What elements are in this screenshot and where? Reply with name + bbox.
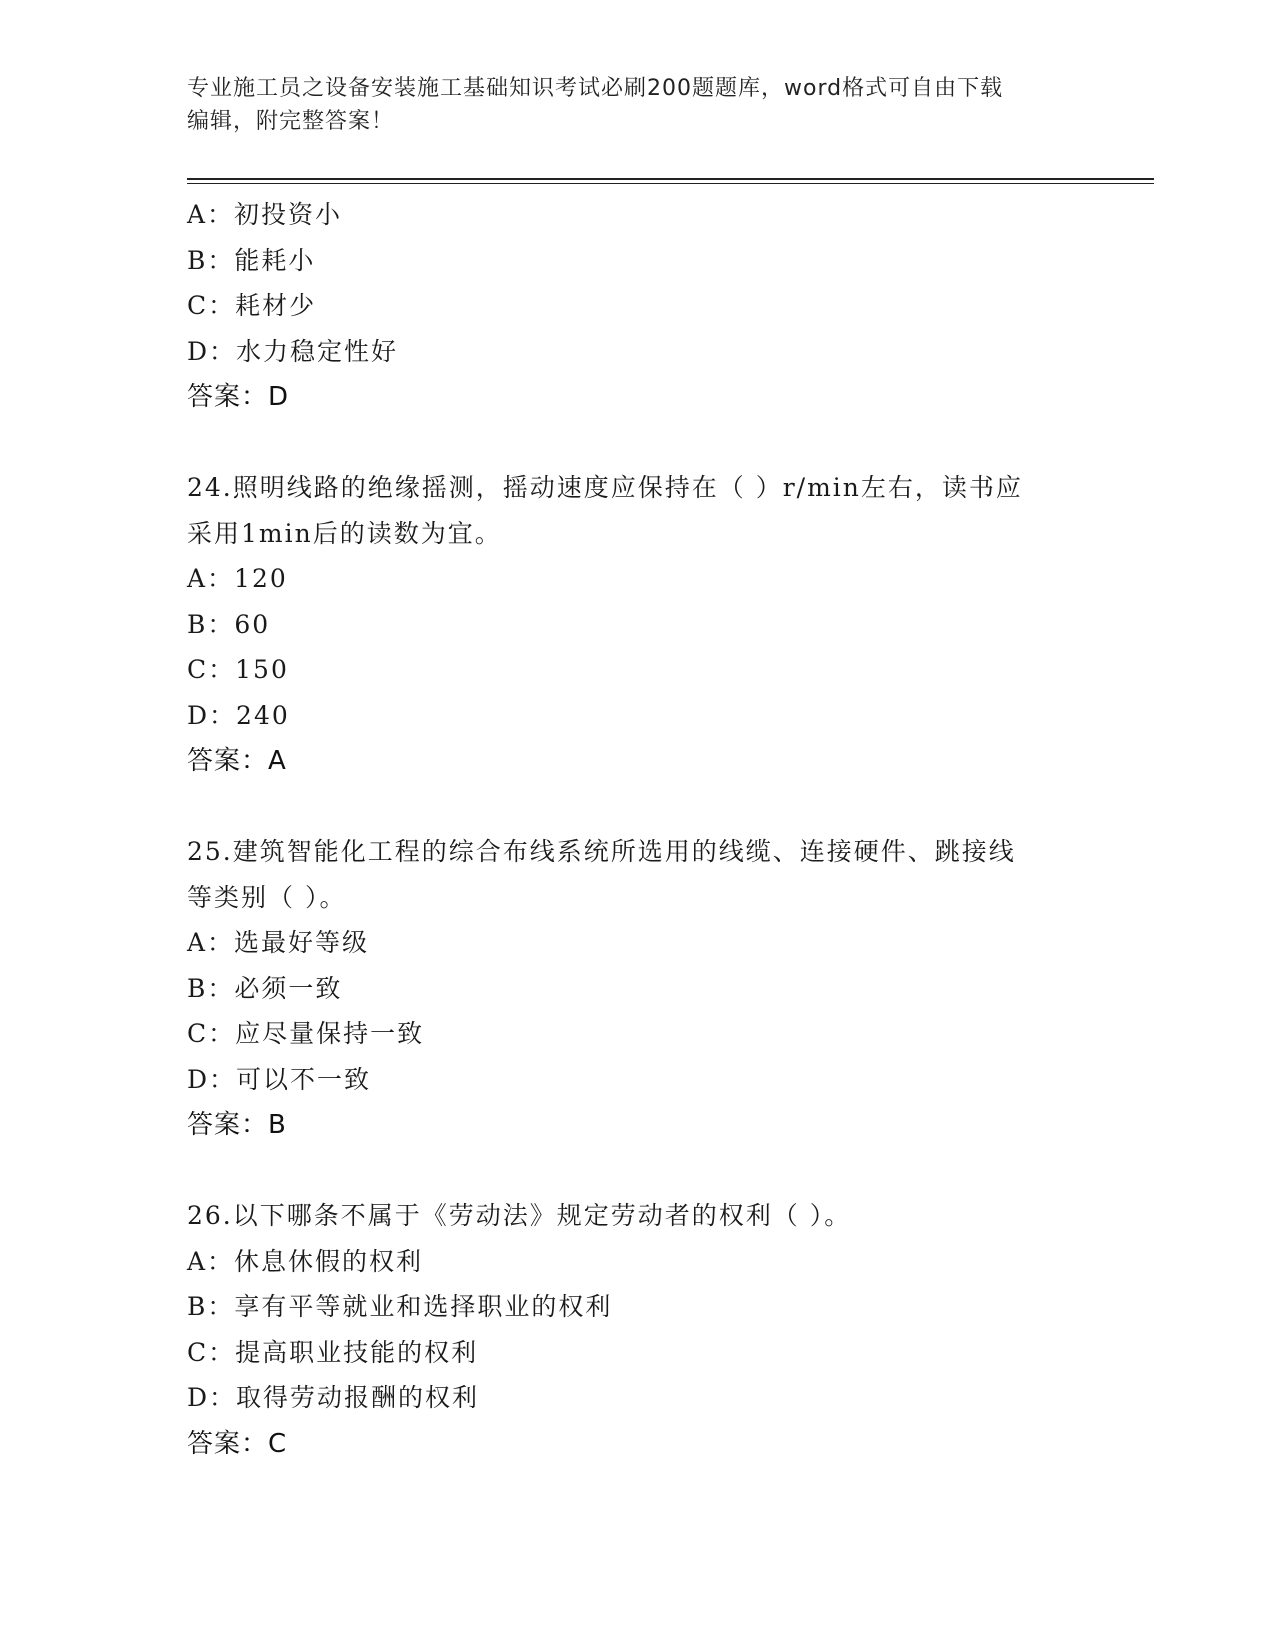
option-a: A：休息休假的权利 [187, 1246, 424, 1276]
header-title-line-1: 专业施工员之设备安装施工基础知识考试必刷200题题库，word格式可自由下载 [187, 76, 1004, 101]
spacer [187, 784, 1087, 829]
option-a: A：初投资小 [187, 200, 343, 229]
question-text-line-1: 24.照明线路的绝缘摇测，摇动速度应保持在（ ）r/min左右，读书应 [187, 473, 1023, 502]
option-a: A：选最好等级 [187, 928, 370, 957]
option-b: B：60 [187, 609, 271, 639]
option-b: B：享有平等就业和选择职业的权利 [187, 1292, 613, 1321]
option-d: D：可以不一致 [187, 1064, 372, 1094]
question-text-line-2: 等类别（ ）。 [187, 882, 347, 912]
option-d: D：240 [187, 700, 290, 730]
header-divider-thick [187, 178, 1154, 180]
option-c: C：耗材少 [187, 291, 317, 320]
answer-line: 答案：C [187, 1428, 288, 1459]
question-block-26 [187, 1193, 1087, 1467]
question-block-23 [187, 192, 1087, 420]
question-block-24 [187, 465, 1087, 784]
question-text-line-2: 采用1min后的读数为宜。 [187, 518, 502, 548]
spacer [187, 1148, 1087, 1193]
option-c: C：应尽量保持一致 [187, 1019, 425, 1048]
question-text-line-1: 25.建筑智能化工程的综合布线系统所选用的线缆、连接硬件、跳接线 [187, 837, 1016, 866]
question-text-line-1: 26.以下哪条不属于《劳动法》规定劳动者的权利（ ）。 [187, 1201, 852, 1230]
question-list [187, 192, 1087, 1467]
option-b: B：必须一致 [187, 973, 343, 1003]
option-d: D：水力稳定性好 [187, 336, 399, 366]
answer-line: 答案：D [187, 382, 290, 412]
question-block-25 [187, 829, 1087, 1148]
option-b: B：能耗小 [187, 245, 316, 275]
spacer [187, 420, 1087, 465]
header-divider-thin [187, 183, 1154, 184]
header-title-line-2: 编辑，附完整答案！ [187, 109, 395, 134]
answer-line: 答案：B [187, 1110, 287, 1140]
option-c: C：150 [187, 655, 289, 684]
option-d: D：取得劳动报酬的权利 [187, 1383, 480, 1412]
option-a: A：120 [187, 564, 288, 593]
answer-line: 答案：A [187, 746, 287, 776]
option-c: C：提高职业技能的权利 [187, 1337, 479, 1367]
document-header [187, 72, 1087, 138]
